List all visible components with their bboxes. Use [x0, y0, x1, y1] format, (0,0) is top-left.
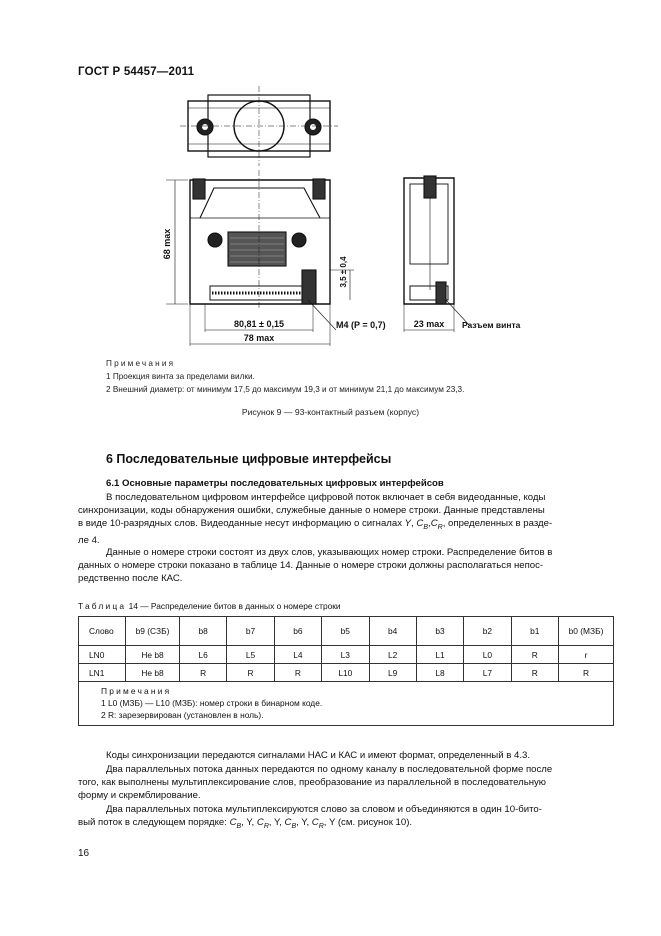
connector-drawing [0, 0, 661, 400]
table-notes-title: Примечания [101, 686, 172, 696]
table-notes-cell [79, 682, 614, 726]
standard-header: ГОСТ Р 54457—2011 [78, 66, 195, 78]
table-cell: R [559, 664, 614, 682]
table-cell: L1 [416, 646, 463, 664]
figure-notes-title: Примечания [106, 359, 176, 368]
top-view [180, 86, 338, 166]
table-header-cell: b4 [369, 617, 416, 646]
table-note-1: 1 L0 (МЗБ) — L10 (МЗБ): номер строки в бинарном коде. [101, 698, 323, 708]
table-header-cell: b7 [227, 617, 274, 646]
table-cell: Не b8 [126, 664, 180, 682]
bit-distribution-table [78, 616, 614, 726]
dim-height: 68 max [162, 228, 172, 260]
table-header-cell: b8 [180, 617, 227, 646]
table-header-cell: b0 (МЗБ) [559, 617, 614, 646]
table-cell: L0 [464, 646, 511, 664]
paragraph-2: Данные о номере строки состоят из двух слов, указывающих номер строки. Распределение битов в данных о номере строки показано в таблице 14. Данные о номере строки должны располагаться непос- редственно после КАС. [78, 547, 553, 585]
table-cell: L8 [416, 664, 463, 682]
dim-depth: 23 max [413, 319, 445, 329]
table-cell: L3 [322, 646, 369, 664]
table-cell: L2 [369, 646, 416, 664]
dim-screw-label: Разъем винта [462, 320, 521, 330]
page-number: 16 [78, 848, 90, 859]
table-note-2: 2 R: зарезервирован (установлен в ноль). [101, 710, 264, 720]
table-cell: L9 [369, 664, 416, 682]
paragraph-1: В последовательном цифровом интерфейсе цифровой поток включает в себя видеоданные, коды синхронизации, коды обнаружения ошибки, служебные данные о номере строки. Данные представлены в виде 10-разрядных слов. Видеоданные несут информацию о сигналах Y, $C_B,C_R$, определенных в разде- ле 4. [78, 492, 553, 547]
table-cell: R [274, 664, 321, 682]
table-cell: L10 [322, 664, 369, 682]
subsection-title: 6.1 Основные параметры последовательных цифровых интерфейсов [106, 478, 444, 489]
table-cell: L4 [274, 646, 321, 664]
table-cell: R [511, 646, 558, 664]
table-row [79, 646, 614, 664]
table-header-cell: b9 (СЗБ) [126, 617, 180, 646]
table-header-cell: Слово [79, 617, 126, 646]
table-cell: L5 [227, 646, 274, 664]
table-cell: Не b8 [126, 646, 180, 664]
table-header-cell: b2 [464, 617, 511, 646]
table-header-row [79, 617, 614, 646]
figure-note-1: 1 Проекция винта за пределами вилки. [106, 372, 255, 381]
table-header-cell: b5 [322, 617, 369, 646]
table-cell: R [227, 664, 274, 682]
table-caption: Таблица 14 — Распределение битов в данных о номере строки [78, 601, 341, 611]
table-notes-row [79, 682, 614, 726]
dim-pitch: 80,81 ± 0,15 [234, 319, 284, 329]
table-cell: R [511, 664, 558, 682]
table-row [79, 664, 614, 682]
table-cell: L6 [180, 646, 227, 664]
dim-thread: M4 (P = 0,7) [336, 320, 386, 330]
figure-note-2: 2 Внешний диаметр: от минимум 17,5 до максимум 19,3 и от минимум 21,1 до максимум 23,3. [106, 385, 465, 394]
side-view [404, 176, 470, 332]
table-cell: L7 [464, 664, 511, 682]
table-header-cell: b3 [416, 617, 463, 646]
table-header-cell: b6 [274, 617, 321, 646]
paragraph-5: Два параллельных потока мультиплексируются слово за словом и объединяются в один 10-бито- вый поток в следующем порядке: $C_B$, Y, $C_R$, Y, $C_B$, Y, $C_R$, Y (см. рисунок 10). [78, 804, 542, 830]
table-cell: r [559, 646, 614, 664]
paragraph-3: Коды синхронизации передаются сигналами НАС и КАС и имеют формат, определенный в 4.3. [106, 750, 530, 761]
dim-small: 3,5 ± 0,4 [339, 256, 348, 288]
dim-width: 78 max [243, 333, 275, 343]
table-cell: R [180, 664, 227, 682]
table-cell: LN1 [79, 664, 126, 682]
section-title: 6 Последовательные цифровые интерфейсы [106, 452, 392, 466]
table-cell: LN0 [79, 646, 126, 664]
paragraph-4: Два параллельных потока данных передаются по одному каналу в последовательной форме после того, как выполнены мультиплексирование слов, преобразование из параллельной в последовательную форму и скремблирование. [78, 764, 553, 802]
figure-caption: Рисунок 9 — 93-контактный разъем (корпус) [241, 407, 420, 417]
table-header-cell: b1 [511, 617, 558, 646]
